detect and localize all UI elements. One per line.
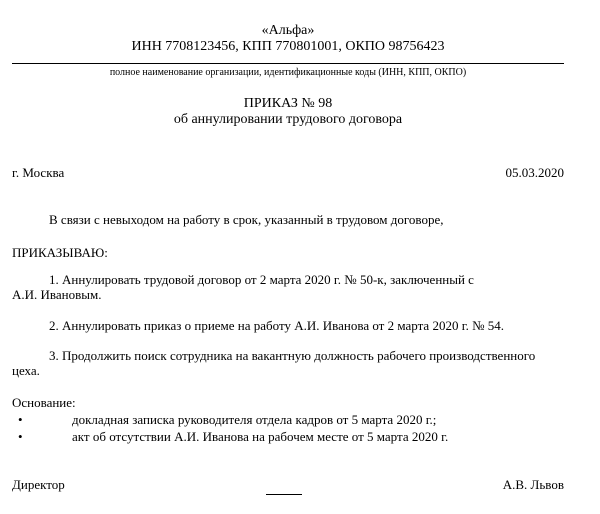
meta-row bbox=[12, 165, 564, 180]
bullet-icon: • bbox=[18, 429, 23, 444]
basis-item-1-text: докладная записка руководителя отдела кадров от 5 марта 2020 г.; bbox=[72, 412, 437, 427]
order-item-2-line-1: 2. Аннулировать приказ о приеме на работу А.И. Иванова от 2 марта 2020 г. № 54. bbox=[49, 318, 504, 333]
date-label: 05.03.2020 bbox=[505, 165, 564, 180]
order-item-1-line-2: А.И. Ивановым. bbox=[12, 287, 102, 302]
order-item-3 bbox=[12, 348, 564, 378]
signature-row bbox=[12, 477, 564, 492]
intro-paragraph: В связи с невыходом на работу в срок, указанный в трудовом договоре, bbox=[49, 212, 444, 227]
city-label: г. Москва bbox=[12, 165, 65, 180]
org-header bbox=[12, 23, 564, 55]
order-item-1 bbox=[12, 272, 564, 302]
basis-item-2-text: акт об отсутствии А.И. Иванова на рабочем месте от 5 марта 2020 г. bbox=[72, 429, 449, 444]
bullet-icon: • bbox=[18, 412, 23, 427]
order-item-3-line-2: цеха. bbox=[12, 363, 40, 378]
signature-name: А.В. Львов bbox=[502, 477, 564, 492]
order-item-1-line-1: 1. Аннулировать трудовой договор от 2 марта 2020 г. № 50-к, заключенный с bbox=[49, 272, 474, 287]
basis-label: Основание: bbox=[12, 395, 76, 410]
org-name: «Альфа» bbox=[261, 23, 315, 38]
doc-title bbox=[12, 96, 564, 128]
basis-item-1 bbox=[12, 412, 564, 427]
header-caption: полное наименование организации, идентификационные коды (ИНН, КПП, ОКПО) bbox=[109, 67, 467, 78]
order-item-2 bbox=[12, 318, 564, 333]
org-codes: ИНН 7708123456, КПП 770801001, ОКПО 98756423 bbox=[131, 39, 445, 54]
signature-line bbox=[266, 480, 302, 495]
header-rule-divider bbox=[12, 63, 564, 64]
signature-position: Директор bbox=[12, 477, 65, 492]
doc-title-number: ПРИКАЗ № 98 bbox=[243, 96, 333, 111]
order-item-3-line-1: 3. Продолжить поиск сотрудника на вакантную должность рабочего производственного bbox=[49, 348, 536, 363]
doc-title-subject: об аннулировании трудового договора bbox=[173, 112, 403, 127]
order-word: ПРИКАЗЫВАЮ: bbox=[12, 245, 108, 260]
basis-item-2 bbox=[12, 429, 564, 444]
